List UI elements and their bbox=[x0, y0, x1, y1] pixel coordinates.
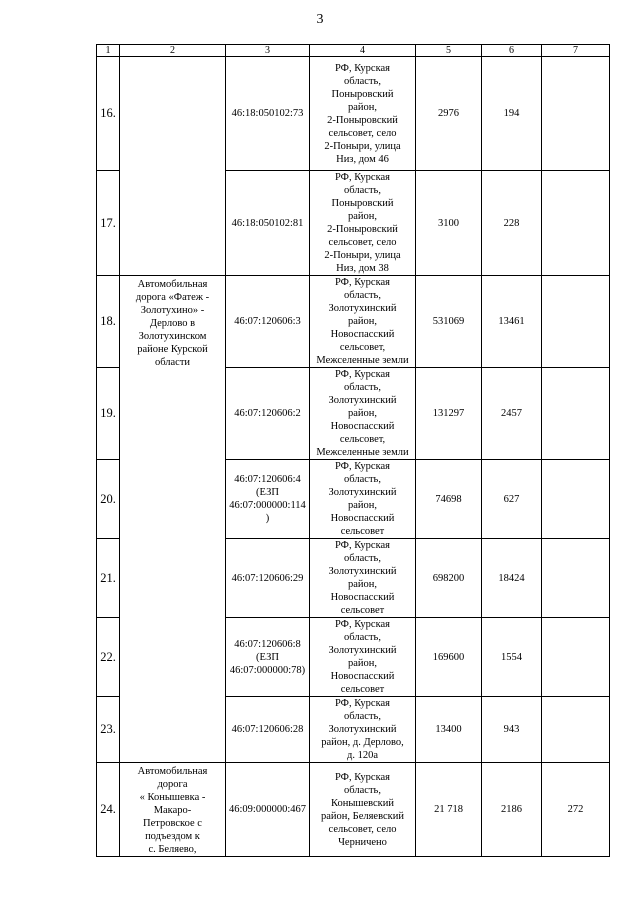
column-header: 5 bbox=[416, 45, 482, 57]
part-area-value: 13461 bbox=[482, 276, 542, 368]
column-7-value bbox=[542, 276, 610, 368]
table-row bbox=[97, 763, 610, 857]
area-value: 13400 bbox=[416, 697, 482, 763]
address-cell: РФ, Курская область, Конышевский район, Беляевский сельсовет, село Черничено bbox=[310, 763, 416, 857]
column-7-value bbox=[542, 618, 610, 697]
column-header: 6 bbox=[482, 45, 542, 57]
cadastral-number: 46:07:120606:8 (ЕЗП 46:07:000000:78) bbox=[226, 618, 310, 697]
row-number: 24. bbox=[97, 763, 120, 857]
table-row bbox=[97, 276, 610, 368]
cadastral-number: 46:07:120606:2 bbox=[226, 368, 310, 460]
area-value: 698200 bbox=[416, 539, 482, 618]
row-number: 22. bbox=[97, 618, 120, 697]
row-number: 19. bbox=[97, 368, 120, 460]
row-number: 16. bbox=[97, 57, 120, 171]
cadastral-number: 46:18:050102:73 bbox=[226, 57, 310, 171]
row-number: 23. bbox=[97, 697, 120, 763]
address-cell: РФ, Курская область, Золотухинский район, д. Дерлово, д. 120а bbox=[310, 697, 416, 763]
column-7-value bbox=[542, 697, 610, 763]
object-name-cell bbox=[120, 57, 226, 276]
part-area-value: 1554 bbox=[482, 618, 542, 697]
address-cell: РФ, Курская область, Золотухинский район, Новоспасский сельсовет bbox=[310, 460, 416, 539]
cadastral-number: 46:07:120606:29 bbox=[226, 539, 310, 618]
part-area-value: 228 bbox=[482, 171, 542, 276]
row-number: 17. bbox=[97, 171, 120, 276]
row-number: 20. bbox=[97, 460, 120, 539]
part-area-value: 627 bbox=[482, 460, 542, 539]
address-cell: РФ, Курская область, Золотухинский район, Новоспасский сельсовет, Межселенные земли bbox=[310, 368, 416, 460]
row-number: 21. bbox=[97, 539, 120, 618]
row-number: 18. bbox=[97, 276, 120, 368]
column-header: 1 bbox=[97, 45, 120, 57]
column-7-value bbox=[542, 171, 610, 276]
part-area-value: 18424 bbox=[482, 539, 542, 618]
cadastral-number: 46:18:050102:81 bbox=[226, 171, 310, 276]
column-number-row bbox=[97, 45, 610, 57]
part-area-value: 2457 bbox=[482, 368, 542, 460]
object-name-cell: Автомобильная дорога « Конышевка - Макаро- Петровское с подъездом к с. Беляево, bbox=[120, 763, 226, 857]
cadastral-number: 46:07:120606:28 bbox=[226, 697, 310, 763]
cadastral-number: 46:07:120606:4 (ЕЗП 46:07:000000:114 ) bbox=[226, 460, 310, 539]
register-table bbox=[96, 44, 610, 857]
column-header: 4 bbox=[310, 45, 416, 57]
column-header: 3 bbox=[226, 45, 310, 57]
address-cell: РФ, Курская область, Золотухинский район, Новоспасский сельсовет, Межселенные земли bbox=[310, 276, 416, 368]
object-name-cell: Автомобильная дорога «Фатеж - Золотухино» - Дерлово в Золотухинском районе Курской области bbox=[120, 276, 226, 763]
table-row bbox=[97, 57, 610, 171]
address-cell: РФ, Курская область, Поныровский район, 2-Поныровский сельсовет, село 2-Поныри, улица Низ, дом 46 bbox=[310, 57, 416, 171]
area-value: 21 718 bbox=[416, 763, 482, 857]
area-value: 531069 bbox=[416, 276, 482, 368]
area-value: 74698 bbox=[416, 460, 482, 539]
column-7-value bbox=[542, 460, 610, 539]
column-7-value bbox=[542, 368, 610, 460]
area-value: 169600 bbox=[416, 618, 482, 697]
part-area-value: 194 bbox=[482, 57, 542, 171]
column-header: 7 bbox=[542, 45, 610, 57]
cadastral-number: 46:09:000000:467 bbox=[226, 763, 310, 857]
column-7-value bbox=[542, 57, 610, 171]
address-cell: РФ, Курская область, Поныровский район, 2-Поныровский сельсовет, село 2-Поныри, улица Низ, дом 38 bbox=[310, 171, 416, 276]
area-value: 3100 bbox=[416, 171, 482, 276]
area-value: 131297 bbox=[416, 368, 482, 460]
address-cell: РФ, Курская область, Золотухинский район, Новоспасский сельсовет bbox=[310, 618, 416, 697]
part-area-value: 943 bbox=[482, 697, 542, 763]
column-7-value bbox=[542, 539, 610, 618]
address-cell: РФ, Курская область, Золотухинский район, Новоспасский сельсовет bbox=[310, 539, 416, 618]
cadastral-number: 46:07:120606:3 bbox=[226, 276, 310, 368]
area-value: 2976 bbox=[416, 57, 482, 171]
column-header: 2 bbox=[120, 45, 226, 57]
column-7-value: 272 bbox=[542, 763, 610, 857]
part-area-value: 2186 bbox=[482, 763, 542, 857]
page-number: 3 bbox=[316, 12, 324, 27]
